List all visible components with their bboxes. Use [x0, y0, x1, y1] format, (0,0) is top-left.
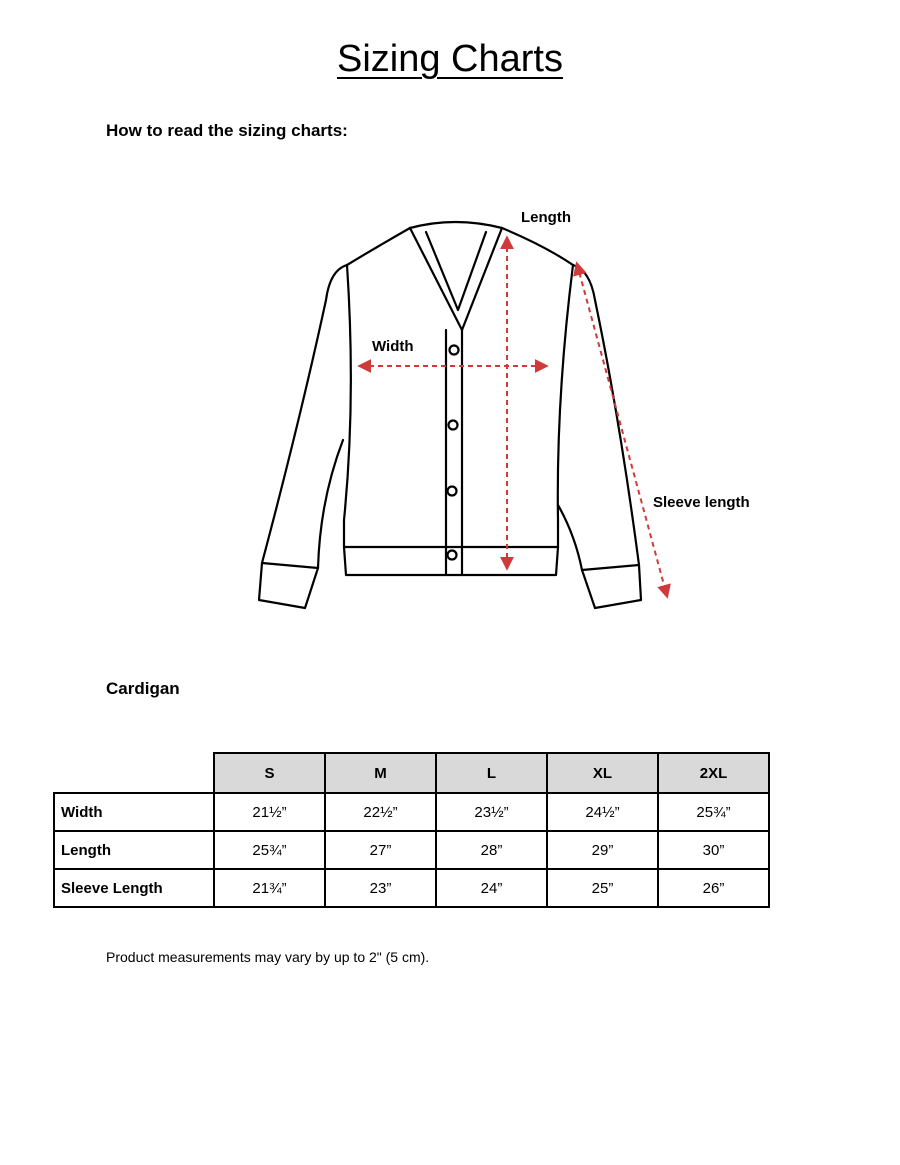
table-cell: 25¾”: [658, 793, 769, 831]
table-cell: 21¾”: [214, 869, 325, 907]
size-header: M: [325, 753, 436, 793]
sleeve-length-label: Sleeve length: [653, 494, 750, 511]
sleeve-length-arrow: [577, 264, 667, 596]
table-cell: 23½”: [436, 793, 547, 831]
size-header: XL: [547, 753, 658, 793]
table-cell: 23”: [325, 869, 436, 907]
table-cell: 24½”: [547, 793, 658, 831]
table-cell: 29”: [547, 831, 658, 869]
table-cell: 25”: [547, 869, 658, 907]
table-cell: 22½”: [325, 793, 436, 831]
page-title: Sizing Charts: [337, 38, 563, 80]
table-corner: [54, 753, 214, 793]
size-header: L: [436, 753, 547, 793]
table-row: [54, 869, 769, 907]
width-label: Width: [372, 338, 414, 355]
table-cell: 27”: [325, 831, 436, 869]
table-row: [54, 831, 769, 869]
table-cell: 26”: [658, 869, 769, 907]
length-label: Length: [521, 209, 571, 226]
table-row: [54, 793, 769, 831]
size-header: 2XL: [658, 753, 769, 793]
sizing-table: [53, 752, 770, 908]
size-header-row: [54, 753, 769, 793]
cardigan-illustration: [240, 200, 680, 620]
how-to-read-heading: How to read the sizing charts:: [106, 121, 348, 140]
cardigan-heading: Cardigan: [106, 679, 180, 698]
table-cell: 24”: [436, 869, 547, 907]
size-header: S: [214, 753, 325, 793]
row-label: Width: [54, 793, 214, 831]
row-label: Sleeve Length: [54, 869, 214, 907]
row-label: Length: [54, 831, 214, 869]
table-cell: 25¾”: [214, 831, 325, 869]
cardigan-diagram: [240, 200, 680, 620]
table-cell: 30”: [658, 831, 769, 869]
table-cell: 21½”: [214, 793, 325, 831]
measurement-note: Product measurements may vary by up to 2" (5 cm).: [106, 949, 430, 965]
table-cell: 28”: [436, 831, 547, 869]
